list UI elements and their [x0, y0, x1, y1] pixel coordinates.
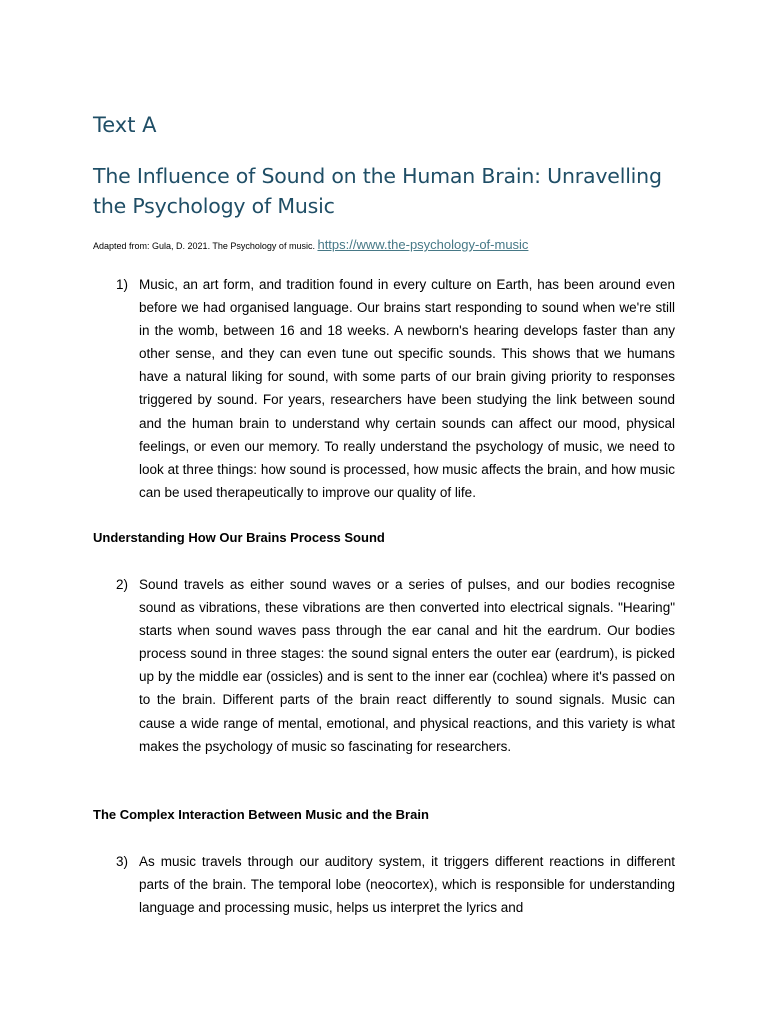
source-citation: [93, 236, 693, 255]
text-label: Text A: [93, 113, 157, 137]
paragraph-1: [93, 273, 675, 504]
paragraph-text: As music travels through our auditory system, it triggers different reactions in different parts of the brain. The temporal lobe (neocortex), which is responsible for understanding language and processing music, helps us interpret the lyrics and: [139, 854, 675, 916]
paragraph-number: 1): [116, 277, 129, 292]
paragraph-3: [93, 850, 675, 919]
section-heading-music-brain: The Complex Interaction Between Music and the Brain: [93, 807, 429, 822]
section-heading-sound-processing: Understanding How Our Brains Process Sound: [93, 530, 385, 545]
paragraph-text: Sound travels as either sound waves or a series of pulses, and our bodies recognise sound as vibrations, these vibrations are then converted into electrical signals. "Hearing" starts when sound waves pass through the ear canal and hit the eardrum. Our bodies process sound in three stages: the sound signal enters the outer ear (eardrum), is picked up by the middle ear (ossicles) and is sent to the inner ear (cochlea) where it's passed on to the brain. Different parts of the brain react differently to sound signals. Music can cause a wide range of mental, emotional, and physical reactions, and this variety is what makes the psychology of music so fascinating for researchers.: [139, 577, 675, 754]
source-link[interactable]: https://www.the-psychology-of-music: [317, 237, 529, 252]
paragraph-text: Music, an art form, and tradition found in every culture on Earth, has been around even before we had organised language. Our brains start responding to sound when we're still in the womb, between 16 and 18 weeks. A newborn's hearing develops faster than any other sense, and they can even tune out specific sounds. This shows that we humans have a natural liking for sound, with some parts of our brain giving priority to responses triggered by sound. For years, researchers have been studying the link between sound and the human brain to understand why certain sounds can affect our mood, physical feelings, or even our memory. To really understand the psychology of music, we need to look at three things: how sound is processed, how music affects the brain, and how music can be used therapeutically to improve our quality of life.: [139, 277, 675, 500]
paragraph-2: [93, 573, 675, 758]
source-prefix: Adapted from: Gula, D. 2021. The Psychology of music.: [93, 241, 315, 251]
paragraph-number: 3): [116, 854, 129, 869]
paragraph-number: 2): [116, 577, 129, 592]
article-title: The Influence of Sound on the Human Brain: Unravelling the Psychology of Music: [93, 164, 662, 218]
